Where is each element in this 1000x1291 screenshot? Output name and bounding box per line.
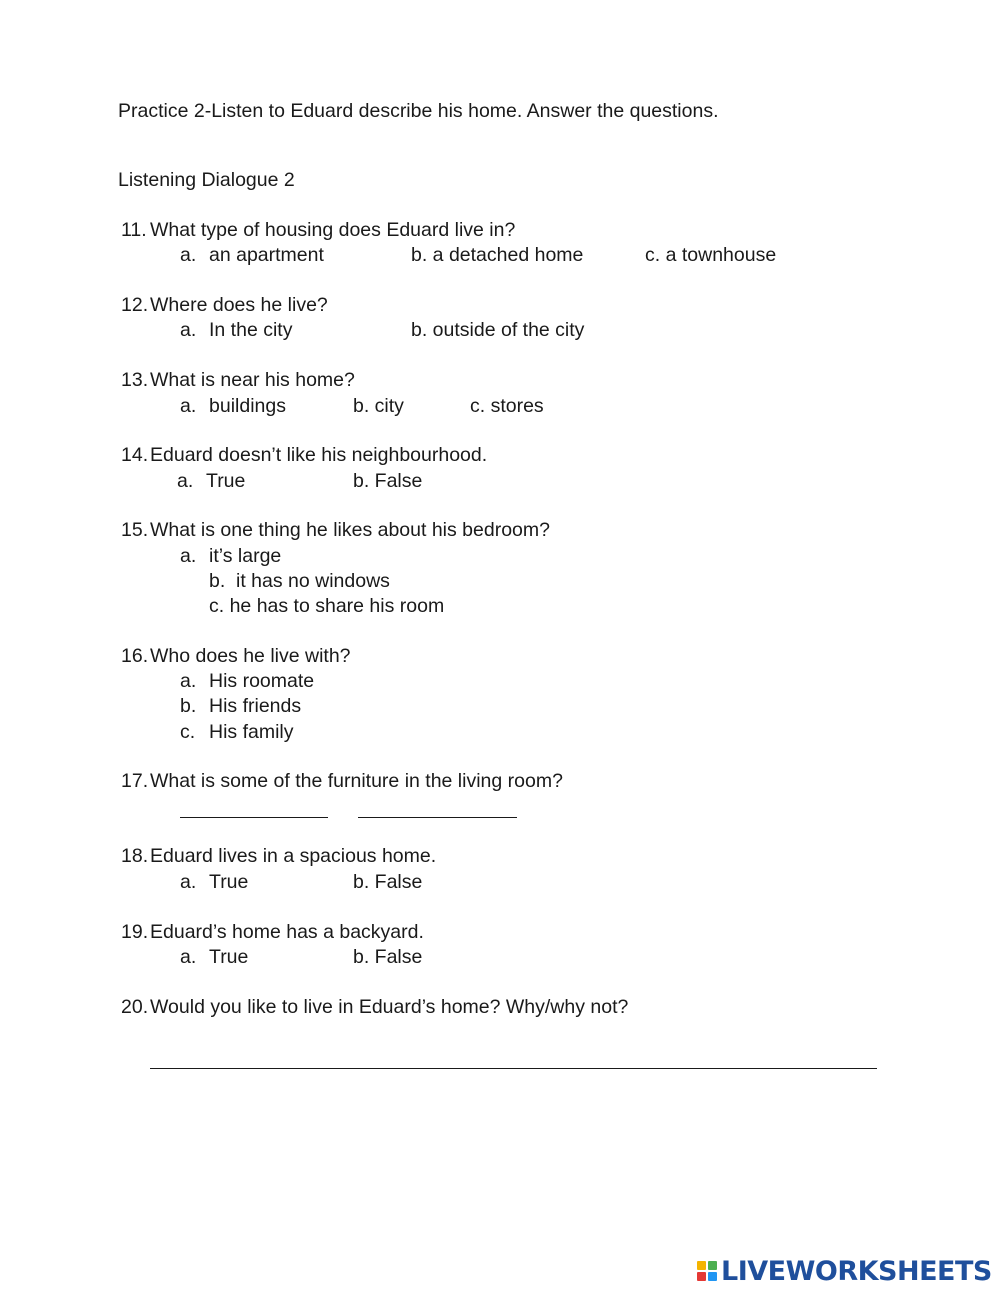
option-marker: b.: [209, 570, 226, 592]
question-text: Eduard doesn’t like his neighbourhood.: [150, 444, 488, 466]
option-a[interactable]: buildings: [209, 395, 286, 417]
question-text: What is near his home?: [150, 369, 355, 391]
option-a[interactable]: True: [209, 946, 249, 968]
instructions: Practice 2-Listen to Eduard describe his home. Answer the questions.: [118, 100, 719, 122]
option-marker: a.: [180, 871, 197, 893]
option-a[interactable]: In the city: [209, 319, 293, 341]
option-a[interactable]: True: [206, 470, 246, 492]
option-b[interactable]: b. False: [353, 470, 423, 492]
option-c[interactable]: c. stores: [470, 395, 544, 417]
option-c[interactable]: His family: [209, 721, 294, 743]
answer-blank-1[interactable]: [180, 817, 328, 818]
question-number: 15.: [121, 519, 149, 541]
logo-block: [708, 1261, 717, 1270]
option-marker: a.: [180, 319, 197, 341]
option-marker: c.: [180, 721, 196, 743]
option-b[interactable]: it has no windows: [236, 570, 390, 592]
question-text: Eduard’s home has a backyard.: [150, 921, 424, 943]
question-number: 19.: [121, 921, 149, 943]
option-b[interactable]: b. False: [353, 871, 423, 893]
question-number: 17.: [121, 770, 149, 792]
option-marker: a.: [180, 395, 197, 417]
question-text: What is some of the furniture in the living room?: [150, 770, 563, 792]
question-text: What type of housing does Eduard live in?: [150, 219, 516, 241]
option-marker: a.: [180, 946, 197, 968]
section-title: Listening Dialogue 2: [118, 169, 295, 191]
option-c[interactable]: c. he has to share his room: [209, 595, 445, 617]
question-number: 16.: [121, 645, 149, 667]
option-marker: a.: [180, 244, 197, 266]
option-b[interactable]: b. False: [353, 946, 423, 968]
answer-blank-2[interactable]: [358, 817, 517, 818]
option-b[interactable]: b. a detached home: [411, 244, 584, 266]
answer-line[interactable]: [150, 1068, 877, 1069]
question-text: Eduard lives in a spacious home.: [150, 845, 437, 867]
question-text: Would you like to live in Eduard’s home? Why/why not?: [150, 996, 629, 1018]
question-text: What is one thing he likes about his bedroom?: [150, 519, 550, 541]
question-number: 13.: [121, 369, 149, 391]
option-marker: a.: [180, 545, 197, 567]
option-b[interactable]: His friends: [209, 695, 302, 717]
question-text: Who does he live with?: [150, 645, 351, 667]
logo-block: [697, 1272, 706, 1281]
option-a[interactable]: an apartment: [209, 244, 324, 266]
liveworksheets-logo: [697, 1255, 992, 1287]
logo-blocks-icon: [697, 1261, 717, 1281]
option-marker: a.: [177, 470, 194, 492]
logo-text: LIVEWORKSHEETS: [721, 1255, 992, 1287]
question-number: 18.: [121, 845, 149, 867]
option-a[interactable]: True: [209, 871, 249, 893]
question-number: 12.: [121, 294, 149, 316]
option-marker: a.: [180, 670, 197, 692]
option-a[interactable]: His roomate: [209, 670, 315, 692]
option-b[interactable]: b. city: [353, 395, 404, 417]
question-number: 14.: [121, 444, 149, 466]
logo-block: [708, 1272, 717, 1281]
option-b[interactable]: b. outside of the city: [411, 319, 585, 341]
option-a[interactable]: it’s large: [209, 545, 282, 567]
question-number: 11.: [121, 219, 147, 241]
option-marker: b.: [180, 695, 197, 717]
logo-block: [697, 1261, 706, 1270]
question-number: 20.: [121, 996, 149, 1018]
option-c[interactable]: c. a townhouse: [645, 244, 777, 266]
question-text: Where does he live?: [150, 294, 328, 316]
